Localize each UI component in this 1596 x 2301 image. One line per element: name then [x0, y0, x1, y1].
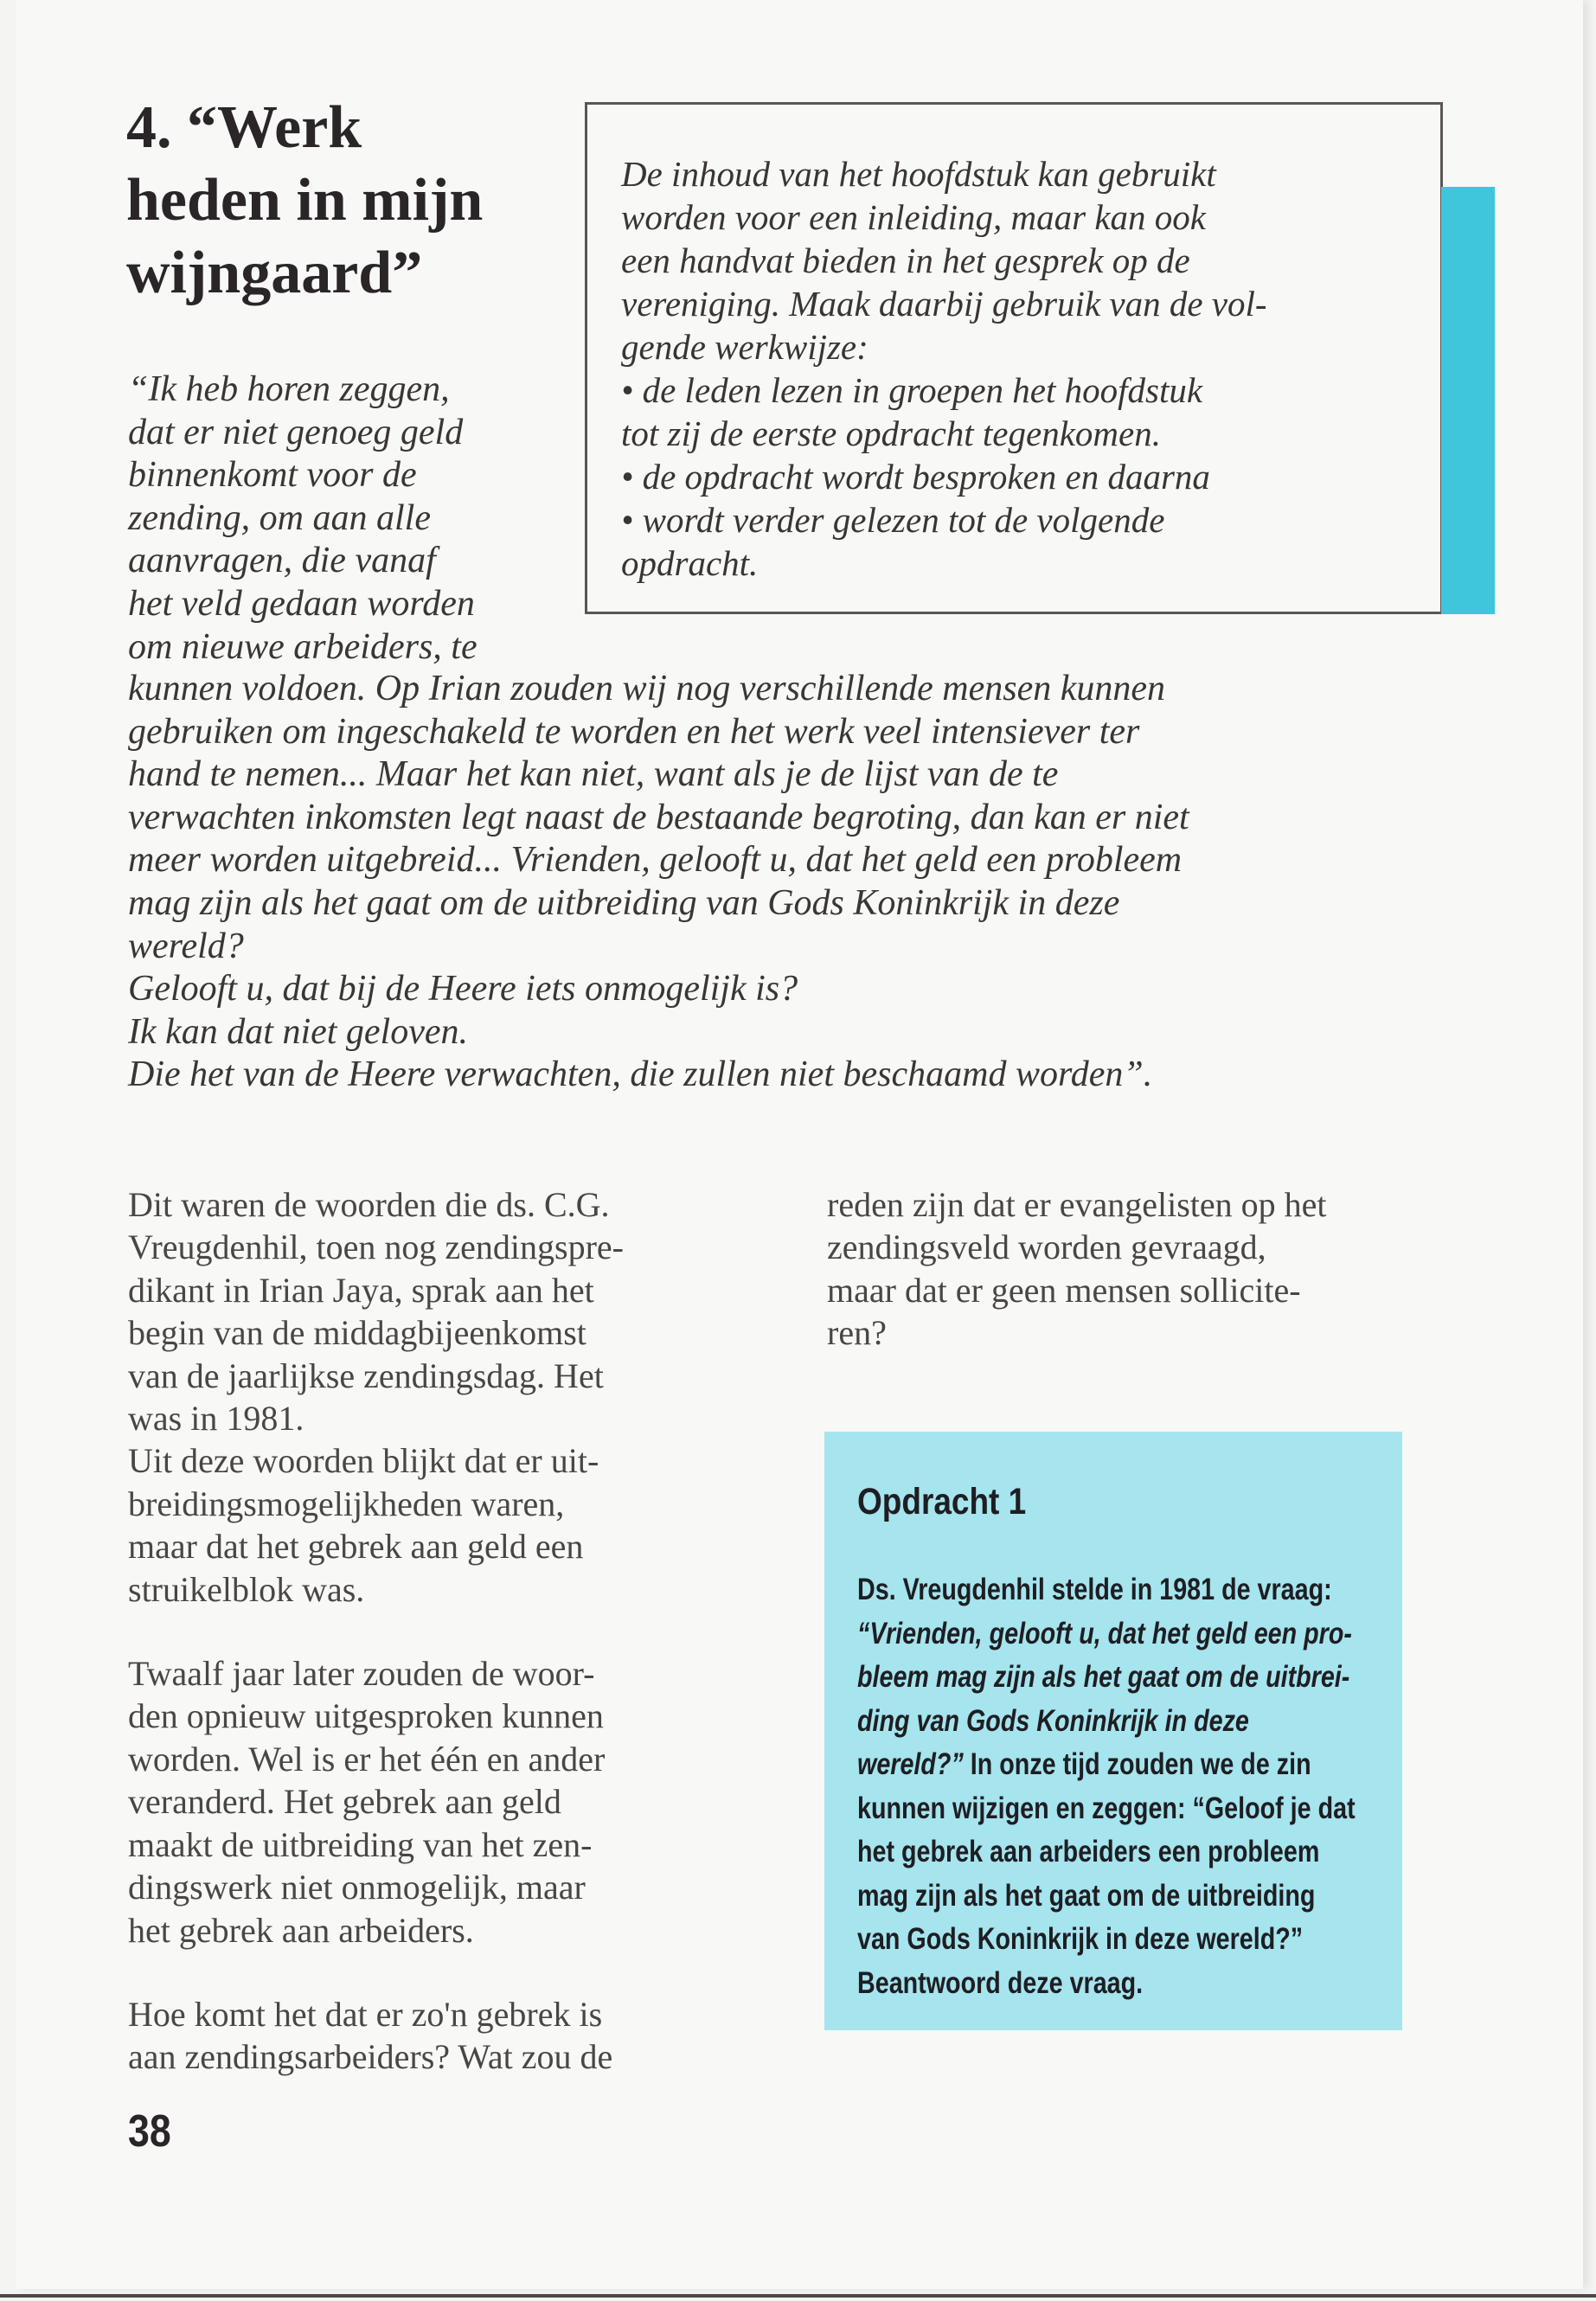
- body-line: van de jaarlijkse zendingsdag. Het: [128, 1356, 604, 1395]
- body-line: was in 1981.: [128, 1399, 304, 1439]
- body-line: den opnieuw uitgesproken kunnen: [128, 1696, 604, 1736]
- quote-line: zending, om aan alle: [128, 497, 431, 538]
- quote-line: hand te nemen... Maar het kan niet, want als je de lijst van de te: [128, 754, 1059, 795]
- opdracht-line: Beantwoord deze vraag.: [857, 1965, 1144, 2000]
- opdracht-line: kunnen wijzigen en zeggen: “Geloof je dat: [857, 1791, 1356, 1825]
- quote-line: wereld?: [128, 926, 244, 966]
- right-column: [827, 1183, 1327, 1355]
- body-line: Twaalf jaar later zouden de woor-: [128, 1654, 595, 1694]
- opdracht-body: [857, 1568, 1356, 2005]
- paragraph-gap: [128, 1952, 624, 1993]
- body-line: veranderd. Het gebrek aan geld: [128, 1782, 561, 1822]
- quote-narrow: [128, 369, 478, 669]
- quote-line: verwachten inkomsten legt naast de bestaande begroting, dan kan er niet: [128, 797, 1189, 837]
- body-line: begin van de middagbijeenkomst: [128, 1313, 586, 1353]
- opdracht-box: [824, 1432, 1402, 2030]
- body-line: maar dat het gebrek aan geld een: [128, 1527, 584, 1567]
- body-line: zendingsveld worden gevraagd,: [827, 1227, 1266, 1267]
- page-bottom-edge: [0, 2294, 1596, 2298]
- body-line: maar dat er geen mensen sollicite-: [827, 1270, 1301, 1310]
- opdracht-italic-fragment: wereld?”: [857, 1747, 964, 1781]
- quote-line: Ik kan dat niet geloven.: [128, 1011, 469, 1052]
- body-line: Dit waren de woorden die ds. C.G.: [128, 1185, 610, 1224]
- paragraph-gap: [128, 1611, 624, 1652]
- opdracht-line: het gebrek aan arbeiders een probleem: [857, 1835, 1320, 1868]
- chapter-title: [126, 92, 483, 310]
- opdracht-line: “Vrienden, gelooft u, dat het geld een pro-: [857, 1616, 1352, 1650]
- body-line: maakt de uitbreiding van het zen-: [128, 1824, 593, 1864]
- opdracht-title: Opdracht 1: [857, 1481, 1027, 1522]
- opdracht-line: bleem mag zijn als het gaat om de uitbrei-: [857, 1660, 1350, 1694]
- opdracht-line: ding van Gods Koninkrijk in deze: [857, 1703, 1249, 1738]
- body-line: Vreugdenhil, toen nog zendingspre-: [128, 1227, 624, 1267]
- opdracht-text-fragment: In onze tijd zouden we de zin: [963, 1747, 1311, 1781]
- body-line: worden. Wel is er het één en ander: [128, 1739, 606, 1779]
- body-line: Uit deze woorden blijkt dat er uit-: [128, 1441, 599, 1481]
- intro-line: • wordt verder gelezen tot de volgende: [621, 500, 1165, 540]
- page-number: 38: [128, 2106, 171, 2157]
- page: [16, 0, 1583, 2289]
- quote-line: mag zijn als het gaat om de uitbreiding van Gods Koninkrijk in deze: [128, 882, 1120, 923]
- chapter-title-line: 4. “Werk: [126, 94, 362, 161]
- body-line: dingswerk niet onmogelijk, maar: [128, 1868, 586, 1907]
- body-line: Hoe komt het dat er zo'n gebrek is: [128, 1994, 603, 2034]
- body-line: ren?: [827, 1313, 887, 1353]
- intro-line: • de opdracht wordt besproken en daarna: [621, 457, 1210, 497]
- body-line: dikant in Irian Jaya, sprak aan het: [128, 1270, 594, 1310]
- quote-line: Gelooft u, dat bij de Heere iets onmogelijk is?: [128, 969, 798, 1009]
- body-line: struikelblok was.: [128, 1569, 365, 1609]
- quote-line: meer worden uitgebreid... Vrienden, gelooft u, dat het geld een probleem: [128, 840, 1183, 881]
- intro-line: De inhoud van het hoofdstuk kan gebruikt: [621, 154, 1216, 194]
- quote-line: binnenkomt voor de: [128, 455, 417, 496]
- intro-line: gende werkwijze:: [621, 327, 869, 367]
- quote-line: aanvragen, die vanaf: [128, 541, 436, 581]
- body-line: reden zijn dat er evangelisten op het: [827, 1185, 1327, 1224]
- body-line: aan zendingsarbeiders? Wat zou de: [128, 2037, 613, 2077]
- chapter-title-line: wijngaard”: [126, 240, 423, 306]
- opdracht-line: mag zijn als het gaat om de uitbreiding: [857, 1878, 1316, 1913]
- chapter-title-line: heden in mijn: [126, 167, 484, 234]
- quote-line: gebruiken om ingeschakeld te worden en het werk veel intensiever ter: [128, 711, 1140, 752]
- quote-wide: [128, 668, 1189, 1097]
- opdracht-line: Ds. Vreugdenhil stelde in 1981 de vraag:: [857, 1573, 1332, 1606]
- quote-line: het veld gedaan worden: [128, 583, 475, 624]
- body-line: breidingsmogelijkheden waren,: [128, 1484, 565, 1523]
- intro-line: worden voor een inleiding, maar kan ook: [621, 197, 1206, 237]
- intro-line: een handvat bieden in het gesprek op de: [621, 240, 1190, 280]
- intro-text: [621, 152, 1408, 585]
- quote-line: Die het van de Heere verwachten, die zullen niet beschaamd worden”.: [128, 1054, 1153, 1095]
- quote-line: om nieuwe arbeiders, te: [128, 626, 478, 667]
- opdracht-line: van Gods Koninkrijk in deze wereld?”: [857, 1922, 1304, 1956]
- opdracht-line: [857, 1743, 1356, 1787]
- quote-line: kunnen voldoen. Op Irian zouden wij nog verschillende mensen kunnen: [128, 669, 1166, 708]
- intro-line: tot zij de eerste opdracht tegenkomen.: [621, 413, 1161, 453]
- left-column: [128, 1183, 624, 2079]
- quote-line: dat er niet genoeg geld: [128, 412, 464, 452]
- intro-box-accent-bar: [1441, 187, 1495, 614]
- intro-line: • de leden lezen in groepen het hoofdstuk: [621, 370, 1203, 410]
- intro-line: opdracht.: [621, 543, 759, 583]
- body-line: het gebrek aan arbeiders.: [128, 1910, 474, 1950]
- quote-line: “Ik heb horen zeggen,: [128, 369, 450, 409]
- intro-line: vereniging. Maak daarbij gebruik van de vol-: [621, 284, 1267, 324]
